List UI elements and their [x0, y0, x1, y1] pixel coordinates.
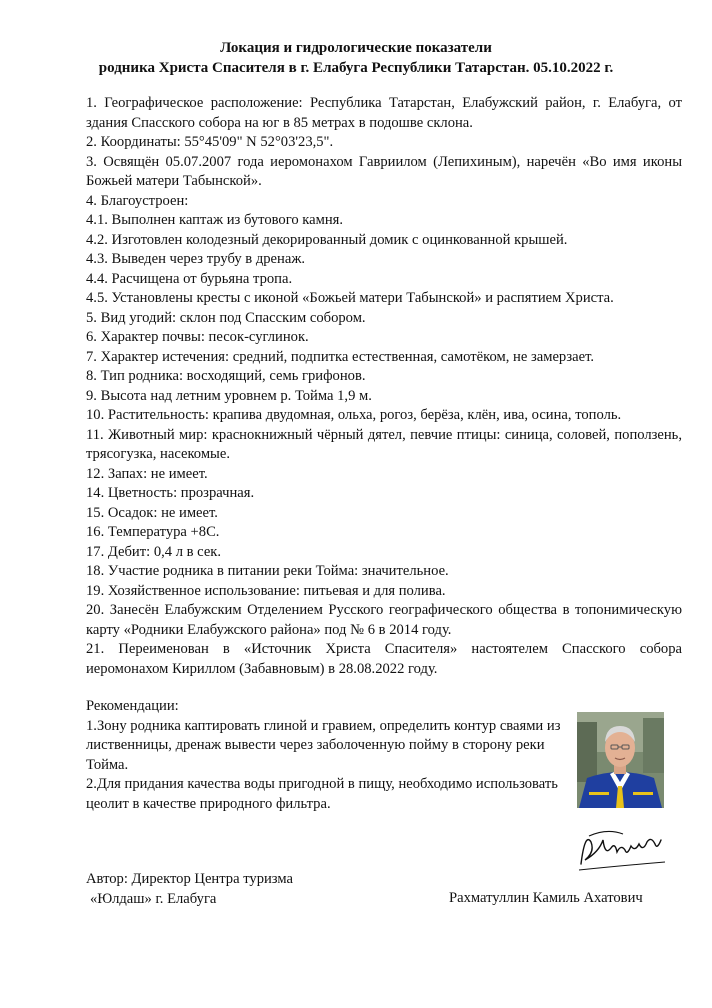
list-item: 4. Благоустроен: [86, 192, 189, 209]
list-item: 9. Высота над летним уровнем р. Тойма 1,9 м. [86, 387, 372, 404]
title-line-2: родника Христа Спасителя в г. Елабуга Республики Татарстан. 05.10.2022 г. [98, 60, 614, 76]
title-line-1: Локация и гидрологические показатели [220, 40, 492, 56]
list-item: 6. Характер почвы: песок-суглинок. [86, 329, 309, 345]
author-position: Автор: Директор Центра туризма [86, 871, 293, 887]
author-name: Рахматуллин Камиль Ахатович [449, 890, 643, 906]
list-item: 4.2. Изготовлен колодезный декорированный домик с оцинкованной крышей. [86, 231, 568, 248]
author-block [86, 870, 386, 909]
recommendation-item: 1.Зону родника каптировать глиной и гравием, определить контур сваями из лиственницы, дренаж вывести через заболоченную пойму в сторону реки Тойма. [86, 717, 561, 773]
recommendations-heading: Рекомендации: [86, 698, 179, 714]
document-title [0, 38, 712, 78]
list-item: 12. Запах: не имеет. [86, 465, 208, 482]
list-item: 18. Участие родника в питании реки Тойма: значительное. [86, 563, 449, 579]
recommendations-section [86, 697, 576, 814]
list-item: 4.4. Расчищена от бурьяна тропа. [86, 270, 293, 287]
list-item: 15. Осадок: не имеет. [86, 504, 218, 521]
list-item: 21. Переименован в «Источник Христа Спасителя» настоятелем Спасского собора иеромонахом Кириллом (Забавновым) в 28.08.2022 году. [86, 641, 682, 677]
list-item: 4.3. Выведен через трубу в дренаж. [86, 251, 306, 267]
list-item: 11. Животный мир: краснокнижный чёрный дятел, певчие птицы: синица, соловей, поползень, трясогузка, насекомые. [86, 426, 682, 462]
list-item: 3. Освящён 05.07.2007 года иеромонахом Гавриилом (Лепихиным), наречён «Во имя иконы Божьей матери Табынской». [86, 153, 682, 189]
list-item: 4.5. Установлены кресты с иконой «Божьей матери Табынской» и распятием Христа. [86, 290, 614, 306]
author-photo [577, 712, 664, 808]
list-item: 5. Вид угодий: склон под Спасским собором. [86, 309, 366, 326]
list-item: 16. Температура +8С. [86, 524, 220, 540]
list-item: 8. Тип родника: восходящий, семь грифонов. [86, 368, 366, 384]
author-signature [577, 822, 667, 876]
list-item: 20. Занесён Елабужским Отделением Русского географического общества в топонимическую карту «Родники Елабужского района» под № 6 в 2014 году. [86, 602, 682, 638]
list-item: 4.1. Выполнен каптаж из бутового камня. [86, 212, 344, 228]
list-item: 7. Характер истечения: средний, подпитка естественная, самотёком, не замерзает. [86, 348, 595, 365]
list-item: 1. Географическое расположение: Республика Татарстан, Елабужский район, г. Елабуга, от здания Спасского собора на юг в 85 метрах в подошве склона. [86, 95, 682, 131]
spring-properties-list [86, 94, 682, 679]
list-item: 10. Растительность: крапива двудомная, ольха, рогоз, берёза, клён, ива, осина, тополь. [86, 407, 622, 423]
list-item: 17. Дебит: 0,4 л в сек. [86, 543, 222, 560]
author-organization: «Юлдаш» г. Елабуга [90, 890, 217, 907]
list-item: 19. Хозяйственное использование: питьевая и для полива. [86, 582, 446, 599]
list-item: 14. Цветность: прозрачная. [86, 485, 255, 501]
recommendation-item: 2.Для придания качества воды пригодной в пищу, необходимо использовать цеолит в качестве природного фильтра. [86, 776, 558, 812]
list-item: 2. Координаты: 55°45'09" N 52°03'23,5". [86, 134, 334, 150]
